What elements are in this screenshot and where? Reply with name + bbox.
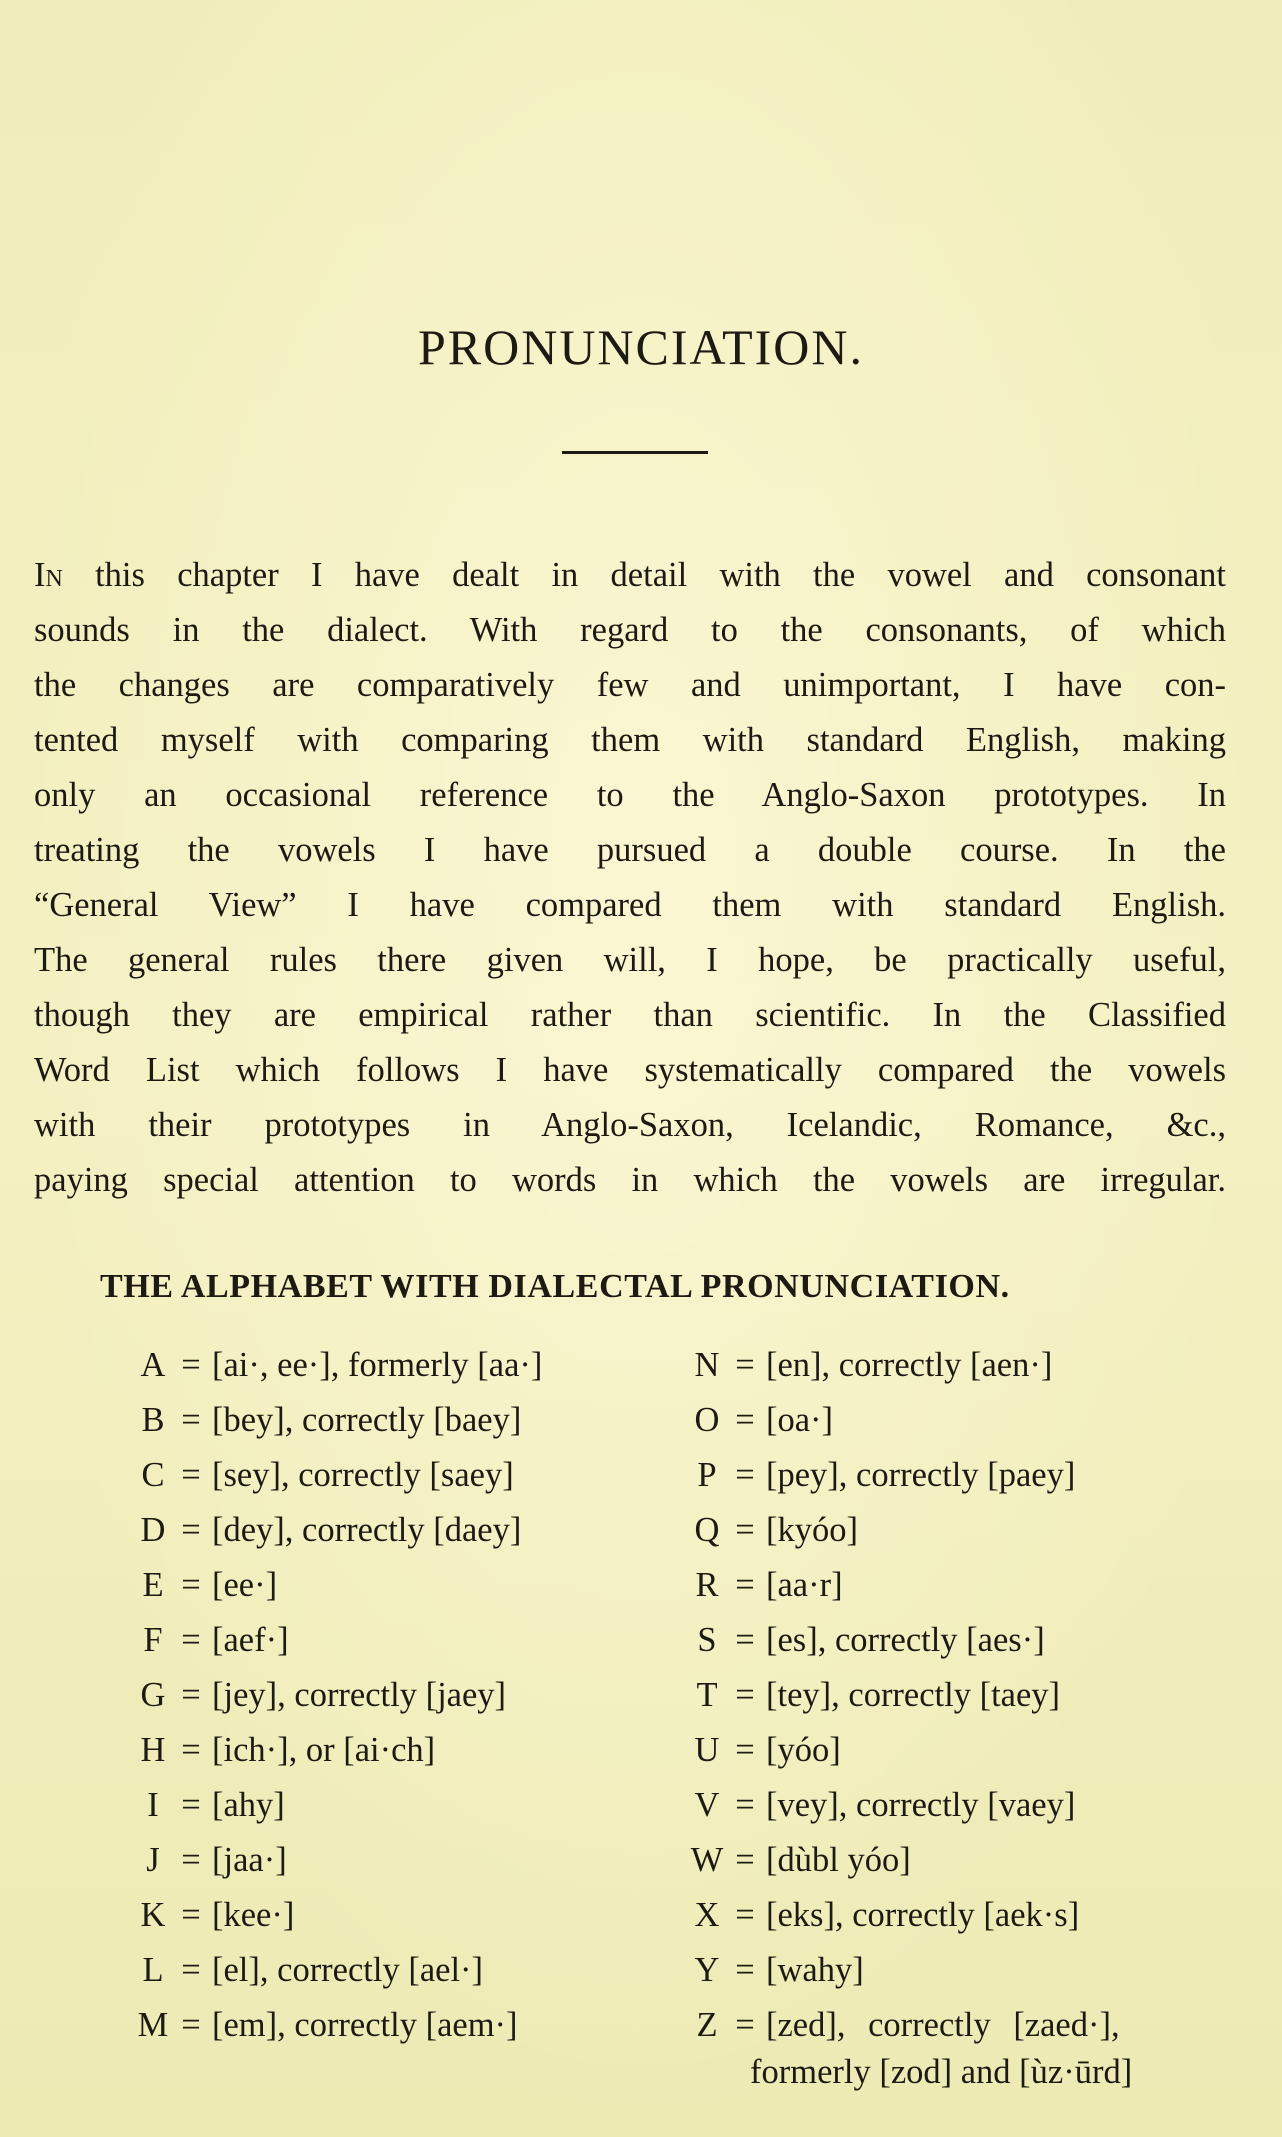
alphabet-letter: S (697, 1621, 717, 1659)
alphabet-entry (690, 1778, 1120, 1833)
alphabet-entry (690, 1723, 1120, 1778)
alphabet-pronunciation: [zed], correctly [zaed·], (766, 2006, 1120, 2044)
alphabet-pronunciation: [es], correctly [aes·] (766, 1621, 1045, 1659)
alphabet-pronunciation: [dey], correctly [daey] (212, 1511, 522, 1549)
equals-sign: = (735, 1456, 755, 1494)
alphabet-letter: U (694, 1731, 720, 1769)
alphabet-entry (136, 1998, 542, 2053)
equals-sign: = (181, 1676, 201, 1714)
equals-sign: = (735, 1896, 755, 1934)
alphabet-letter: F (143, 1621, 163, 1659)
alphabet-letter: D (140, 1511, 166, 1549)
alphabet-pronunciation: [dùbl yóo] (766, 1841, 911, 1879)
equals-sign: = (181, 2006, 201, 2044)
equals-sign: = (181, 1566, 201, 1604)
intro-line-text: this chapter I have dealt in detail with the vowel and consonant (62, 556, 1226, 594)
equals-sign: = (181, 1896, 201, 1934)
alphabet-pronunciation: [vey], correctly [vaey] (766, 1786, 1076, 1824)
intro-line: tented myself with comparing them with standard English, making (34, 721, 1226, 759)
alphabet-pronunciation: [en], correctly [aen·] (766, 1346, 1053, 1384)
alphabet-letter: V (694, 1786, 720, 1824)
title-rule-divider (562, 451, 708, 454)
alphabet-letter: Y (694, 1951, 720, 1989)
alphabet-entry (136, 1338, 542, 1393)
alphabet-pronunciation: [jaa·] (212, 1841, 287, 1879)
alphabet-letter: Q (694, 1511, 720, 1549)
alphabet-entry (136, 1393, 542, 1448)
alphabet-z-continuation: formerly [zod] and [ùz·ūrd] (750, 2053, 1133, 2091)
alphabet-entry (136, 1448, 542, 1503)
alphabet-pronunciation: [aef·] (212, 1621, 289, 1659)
equals-sign: = (735, 1841, 755, 1879)
intro-line: only an occasional reference to the Anglo-Saxon prototypes. In (34, 776, 1226, 814)
alphabet-entry (136, 1833, 542, 1888)
equals-sign: = (181, 1511, 201, 1549)
alphabet-pronunciation: [ai·, ee·], formerly [aa·] (212, 1346, 543, 1384)
alphabet-pronunciation: [ahy] (212, 1786, 285, 1824)
alphabet-entry (690, 1943, 1120, 1998)
alphabet-pronunciation: [aa·r] (766, 1566, 843, 1604)
alphabet-pronunciation: [eks], correctly [aek·s] (766, 1896, 1080, 1934)
equals-sign: = (181, 1456, 201, 1494)
equals-sign: = (735, 2006, 755, 2044)
alphabet-entry (690, 1338, 1120, 1393)
equals-sign: = (181, 1346, 201, 1384)
alphabet-letter: E (142, 1566, 164, 1604)
alphabet-entry (136, 1943, 542, 1998)
alphabet-letter: G (140, 1676, 166, 1714)
alphabet-pronunciation: [pey], correctly [paey] (766, 1456, 1076, 1494)
alphabet-letter: R (695, 1566, 719, 1604)
alphabet-pronunciation: [bey], correctly [baey] (212, 1401, 522, 1439)
alphabet-pronunciation: [oa·] (766, 1401, 834, 1439)
alphabet-letter: X (694, 1896, 720, 1934)
equals-sign: = (181, 1401, 201, 1439)
alphabet-right-column (690, 1338, 1120, 2053)
alphabet-pronunciation: [el], correctly [ael·] (212, 1951, 484, 1989)
alphabet-letter: N (694, 1346, 720, 1384)
equals-sign: = (735, 1566, 755, 1604)
alphabet-letter: J (146, 1841, 160, 1879)
page-title: PRONUNCIATION. (417, 319, 865, 375)
alphabet-entry (136, 1558, 542, 1613)
intro-line: with their prototypes in Anglo-Saxon, Icelandic, Romance, &c., (34, 1106, 1226, 1144)
intro-line: The general rules there given will, I hope, be practically useful, (34, 941, 1226, 979)
alphabet-pronunciation: [kee·] (212, 1896, 295, 1934)
alphabet-pronunciation: [wahy] (766, 1951, 864, 1989)
alphabet-pronunciation: [yóo] (766, 1731, 841, 1769)
intro-line: the changes are comparatively few and unimportant, I have con- (34, 666, 1226, 704)
alphabet-entry (690, 1613, 1120, 1668)
equals-sign: = (735, 1786, 755, 1824)
intro-line (34, 548, 1226, 603)
equals-sign: = (181, 1786, 201, 1824)
alphabet-letter: P (697, 1456, 717, 1494)
alphabet-pronunciation: [ee·] (212, 1566, 278, 1604)
intro-first-word: In (34, 556, 63, 594)
intro-line: though they are empirical rather than scientific. In the Classified (34, 996, 1226, 1034)
alphabet-entry (690, 1448, 1120, 1503)
alphabet-entry (690, 1888, 1120, 1943)
alphabet-pronunciation: [jey], correctly [jaey] (212, 1676, 507, 1714)
intro-line: “General View” I have compared them with standard English. (34, 886, 1226, 924)
alphabet-entry (136, 1613, 542, 1668)
intro-line: paying special attention to words in which the vowels are irregular. (34, 1161, 1226, 1199)
alphabet-letter: T (696, 1676, 718, 1714)
alphabet-entry (690, 1503, 1120, 1558)
alphabet-entry (690, 1558, 1120, 1613)
alphabet-entry (690, 1393, 1120, 1448)
equals-sign: = (735, 1346, 755, 1384)
equals-sign: = (181, 1731, 201, 1769)
alphabet-heading: THE ALPHABET WITH DIALECTAL PRONUNCIATION. (100, 1268, 1010, 1305)
alphabet-letter: O (694, 1401, 720, 1439)
alphabet-letter: H (140, 1731, 166, 1769)
alphabet-letter: B (141, 1401, 165, 1439)
equals-sign: = (735, 1951, 755, 1989)
alphabet-pronunciation: [em], correctly [aem·] (212, 2006, 518, 2044)
alphabet-entry (136, 1503, 542, 1558)
alphabet-letter: Z (696, 2006, 718, 2044)
equals-sign: = (735, 1676, 755, 1714)
alphabet-entry (136, 1723, 542, 1778)
equals-sign: = (735, 1401, 755, 1439)
alphabet-pronunciation: [ich·], or [ai·ch] (212, 1731, 436, 1769)
alphabet-letter: C (141, 1456, 165, 1494)
equals-sign: = (181, 1621, 201, 1659)
intro-line: sounds in the dialect. With regard to the consonants, of which (34, 611, 1226, 649)
equals-sign: = (735, 1511, 755, 1549)
alphabet-entry (136, 1888, 542, 1943)
equals-sign: = (735, 1621, 755, 1659)
alphabet-pronunciation: [tey], correctly [taey] (766, 1676, 1061, 1714)
alphabet-pronunciation: [kyóo] (766, 1511, 858, 1549)
alphabet-entry (690, 1668, 1120, 1723)
alphabet-letter: M (137, 2006, 169, 2044)
alphabet-entry (136, 1778, 542, 1833)
intro-line: treating the vowels I have pursued a double course. In the (34, 831, 1226, 869)
alphabet-letter: K (140, 1896, 166, 1934)
intro-paragraph (34, 548, 1226, 1208)
alphabet-letter: L (142, 1951, 164, 1989)
alphabet-pronunciation: [sey], correctly [saey] (212, 1456, 514, 1494)
alphabet-left-column (136, 1338, 542, 2053)
alphabet-letter: I (147, 1786, 159, 1824)
equals-sign: = (735, 1731, 755, 1769)
alphabet-letter: W (690, 1841, 724, 1879)
alphabet-entry (136, 1668, 542, 1723)
alphabet-entry (690, 1833, 1120, 1888)
alphabet-letter: A (140, 1346, 166, 1384)
equals-sign: = (181, 1841, 201, 1879)
alphabet-entry (690, 1998, 1120, 2053)
intro-line: Word List which follows I have systematically compared the vowels (34, 1051, 1226, 1089)
equals-sign: = (181, 1951, 201, 1989)
